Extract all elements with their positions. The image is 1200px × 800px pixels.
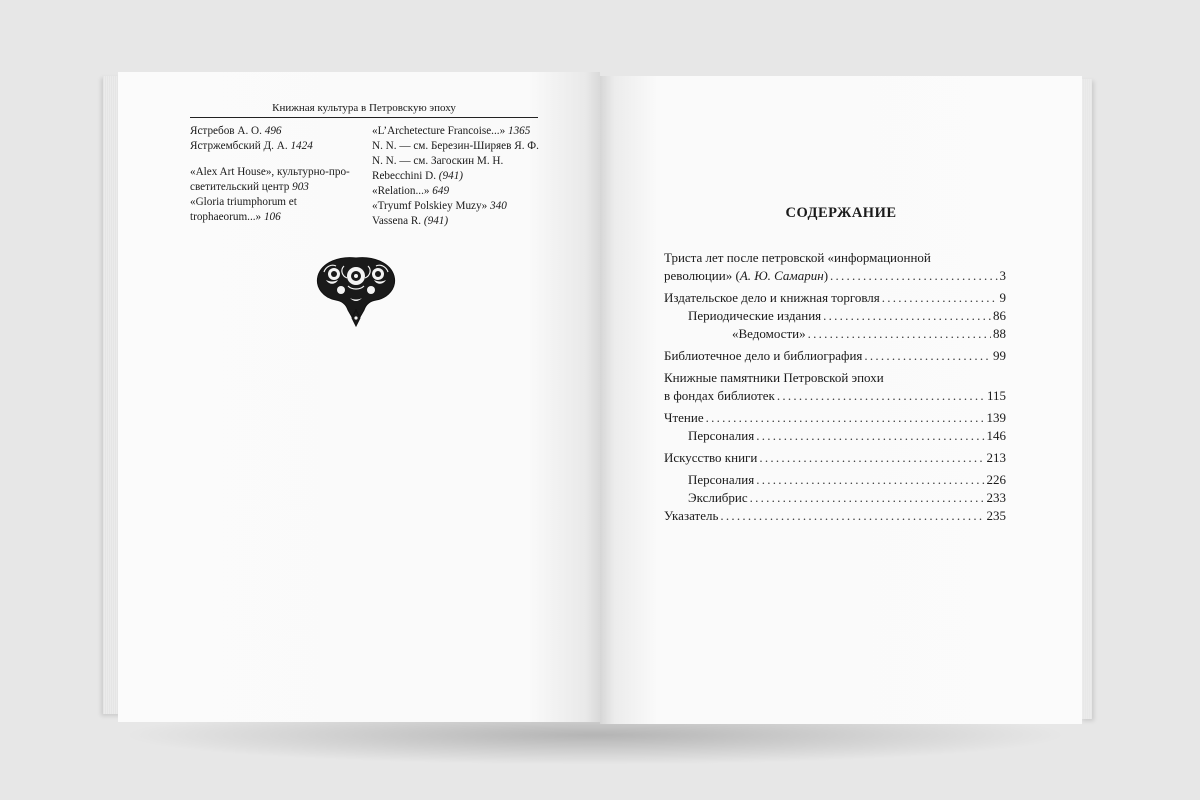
toc-page-number: 86	[993, 308, 1006, 323]
toc-entry[interactable]: в фондах библиотек . . . 115	[664, 387, 1006, 405]
toc-leader	[720, 507, 984, 525]
toc-page-number: 99	[993, 348, 1006, 363]
toc-leader	[882, 289, 998, 307]
toc-entry[interactable]: Периодические издания . . . 86	[664, 307, 1006, 325]
index-entry: «L’Archetecture Francoise...» 1365	[372, 125, 531, 137]
toc-entry[interactable]: революции» (А. Ю. Самарин) . . . 3	[664, 267, 1006, 285]
index-entry: N. N. — см. Березин-Ширяев Я. Ф.	[372, 140, 539, 152]
index-column-1	[190, 124, 365, 225]
toc-entry[interactable]: Персоналия . . . 146	[664, 427, 1006, 445]
toc-leader	[777, 387, 985, 405]
toc-entry[interactable]: Библиотечное дело и библиография . . . 99	[664, 347, 1006, 365]
toc-leader	[756, 427, 984, 445]
index-entry: «Tryumf Polskiey Muzy» 340	[372, 200, 507, 212]
toc-entry-line: Книжные памятники Петровской эпохи	[664, 370, 884, 385]
toc-entry[interactable]: Чтение . . . 139	[664, 409, 1006, 427]
toc-page-number: 115	[986, 388, 1006, 403]
toc-entry[interactable]: Искусство книги . . . 213	[664, 449, 1006, 467]
toc-entry[interactable]: Издательское дело и книжная торговля . . . 9	[664, 289, 1006, 307]
toc-entry[interactable]: «Ведомости» . . . 88	[664, 325, 1006, 343]
toc-page-number: 235	[986, 508, 1006, 523]
toc-entry[interactable]: Персоналия . . . 226	[664, 471, 1006, 489]
toc-leader	[864, 347, 991, 365]
toc-leader	[756, 471, 984, 489]
toc-author: А. Ю. Самарин	[739, 268, 824, 283]
toc-page-number: 3	[999, 268, 1006, 283]
toc-leader	[830, 267, 997, 285]
toc-page-number: 88	[993, 326, 1006, 341]
toc-page-number: 226	[986, 472, 1006, 487]
toc-page-number: 139	[986, 410, 1006, 425]
index-entry: N. N. — см. Загоскин М. Н.	[372, 155, 504, 167]
index-entry: Ястребов А. О. 496	[190, 125, 282, 137]
toc-leader	[706, 409, 985, 427]
table-of-contents	[664, 249, 1006, 525]
toc-entry[interactable]: Экслибрис . . . 233	[664, 489, 1006, 507]
toc-leader	[759, 449, 984, 467]
index-entry: Ястржембский Д. А. 1424	[190, 140, 313, 152]
index-entry: trophaeorum...» 106	[190, 211, 281, 223]
toc-entry-line: Триста лет после петровской «информационной	[664, 250, 931, 265]
index-entry: Vassena R. (941)	[372, 215, 449, 227]
toc-leader	[808, 325, 991, 343]
toc-page-number: 9	[999, 290, 1006, 305]
toc-leader	[823, 307, 991, 325]
toc-leader	[750, 489, 985, 507]
floral-vignette-icon	[314, 254, 398, 328]
index-entry: Rebecchini D. (941)	[372, 170, 464, 182]
contents-title: СОДЕРЖАНИЕ	[785, 205, 897, 221]
toc-page-number: 146	[986, 428, 1006, 443]
index-entry: светительский центр 903	[190, 181, 309, 193]
toc-page-number: 233	[986, 490, 1006, 505]
index-entry: «Gloria triumphorum et	[190, 196, 297, 208]
toc-page-number: 213	[986, 450, 1006, 465]
toc-entry[interactable]: Указатель . . . 235	[664, 507, 1006, 525]
index-entry: «Relation...» 649	[372, 185, 450, 197]
index-entry: «Alex Art House», культурно-про-	[190, 166, 350, 178]
index-column-2	[372, 124, 547, 229]
running-head: Книжная культура в Петровскую эпоху	[190, 102, 538, 118]
